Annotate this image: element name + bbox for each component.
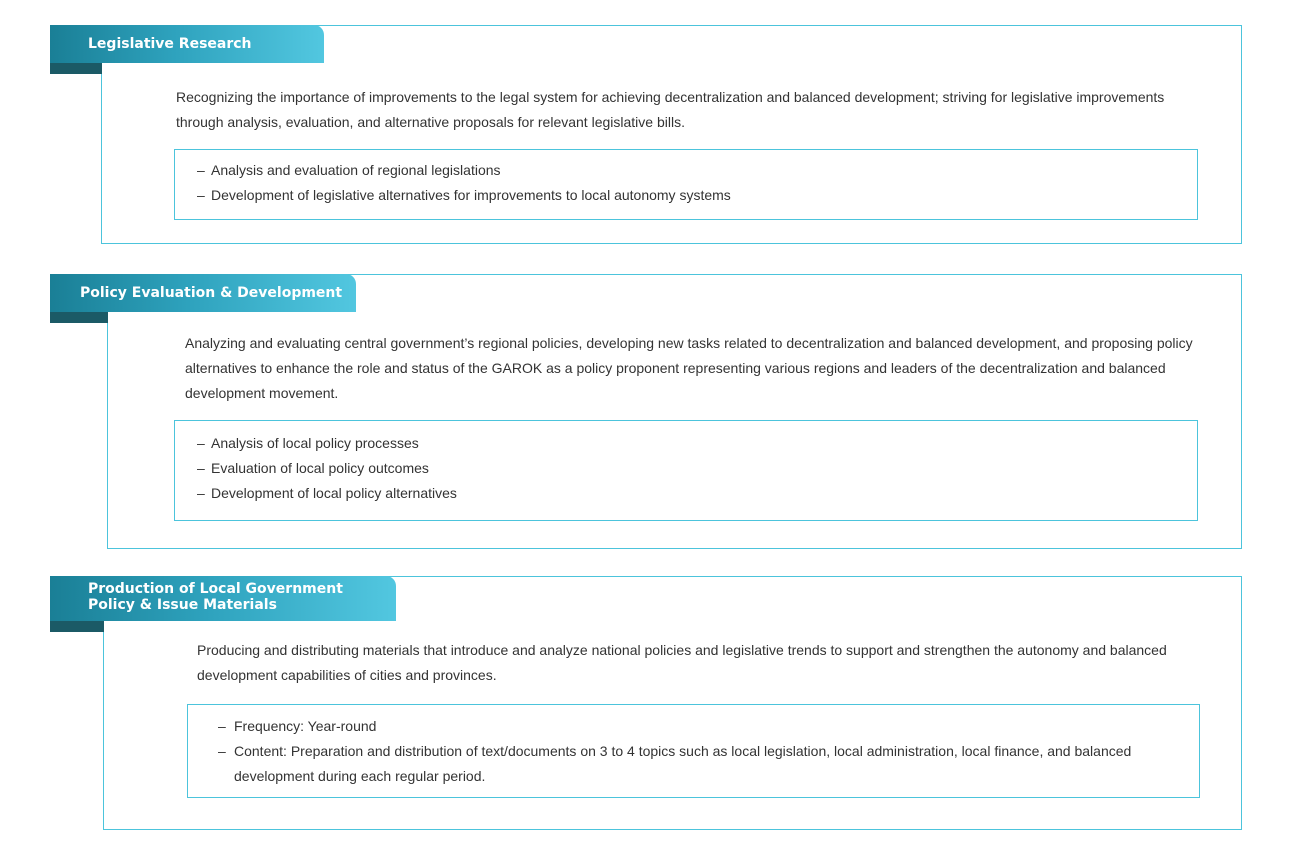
detail-box — [174, 149, 1198, 220]
detail-box — [174, 420, 1198, 521]
list-item: – Development of local policy alternatives — [197, 481, 1197, 506]
section-title-line-2: Policy & Issue Materials — [88, 597, 277, 613]
section-title — [88, 581, 343, 613]
list-item: – Development of legislative alternatives for improvements to local autonomy systems — [197, 183, 1197, 208]
section-description: Recognizing the importance of improvements to the legal system for achieving decentralization and balanced development; striving for legislative improvements through analysis, evaluation, and alternative proposals for relevant legislative bills. — [176, 89, 1165, 130]
tab-shadow — [50, 311, 108, 323]
section-title-tab — [50, 576, 396, 621]
section-title: Policy Evaluation & Development — [80, 285, 343, 301]
list-item: – Analysis of local policy processes — [197, 431, 1197, 456]
list-item: – Analysis and evaluation of regional legislations — [197, 158, 1197, 183]
list-item: – Frequency: Year-round — [218, 714, 1169, 739]
section-description: Analyzing and evaluating central government’s regional policies, developing new tasks related to decentralization and balanced development, and proposing policy alternatives to enhance the role and status of the GAROK as a policy proponent representing various regions and leaders of the decentralization and balanced development movement. — [185, 335, 1193, 401]
detail-list — [218, 714, 1169, 789]
section-title-tab — [50, 25, 324, 63]
detail-box — [187, 704, 1200, 798]
section-description: Producing and distributing materials that introduce and analyze national policies and legislative trends to support and strengthen the autonomy and balanced development capabilities of cities and provinces. — [197, 642, 1167, 683]
list-item: – Content: Preparation and distribution of text/documents on 3 to 4 topics such as local legislation, local administration, local finance, and balanced development during each regular period. — [218, 739, 1169, 789]
section-title-tab — [50, 274, 356, 312]
section-title: Legislative Research — [88, 36, 252, 52]
tab-shadow — [50, 62, 102, 74]
section-title-line-1: Production of Local Government — [88, 581, 343, 597]
tab-shadow — [50, 620, 104, 632]
list-item: – Evaluation of local policy outcomes — [197, 456, 1197, 481]
detail-list — [197, 431, 1197, 506]
detail-list — [197, 158, 1197, 208]
